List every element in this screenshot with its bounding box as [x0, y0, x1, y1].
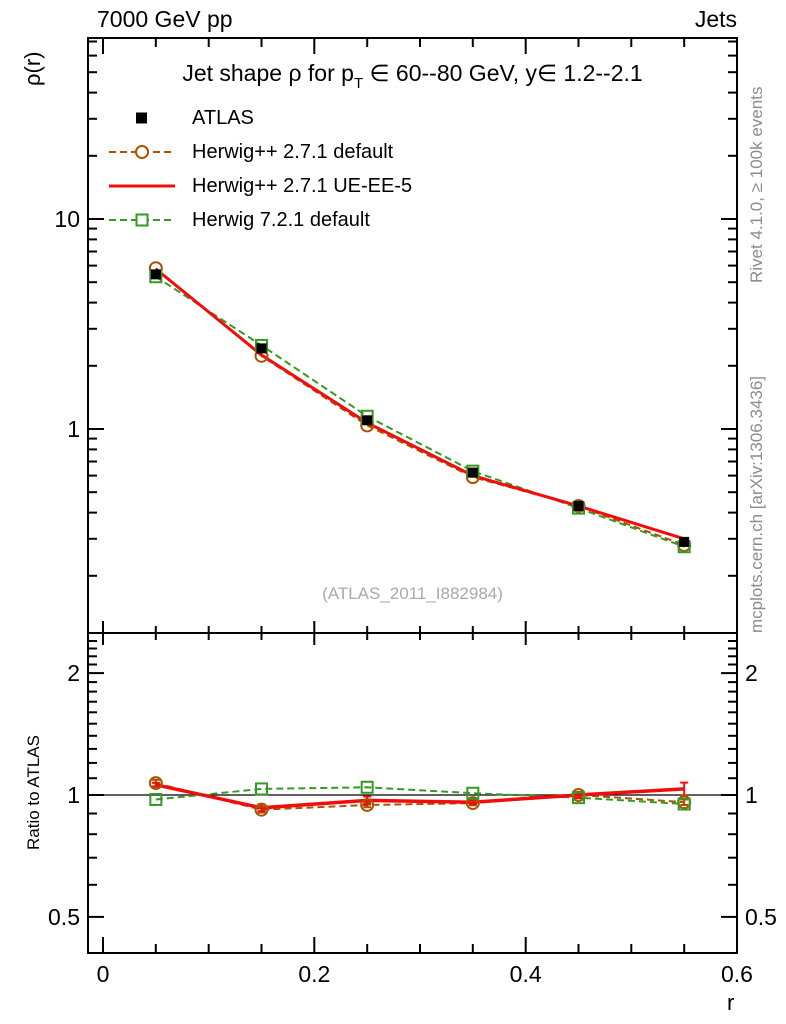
- legend-item-herwigpp-default: [106, 135, 412, 169]
- legend-label: ATLAS: [192, 106, 254, 129]
- svg-text:0.2: 0.2: [298, 961, 331, 987]
- y-axis-title-ratio: Ratio to ATLAS: [24, 735, 43, 850]
- svg-text:0: 0: [96, 961, 110, 987]
- legend-label: Herwig 7.2.1 default: [192, 208, 370, 231]
- x-axis-title: r: [727, 990, 735, 1015]
- legend-label: Herwig++ 2.7.1 UE-EE-5: [192, 174, 413, 197]
- rivet-version-note: Rivet 4.1.0, ≥ 100k events: [747, 86, 766, 283]
- y-axis-title-top: ρ(r): [20, 51, 45, 86]
- svg-text:1: 1: [67, 782, 80, 808]
- svg-text:0.4: 0.4: [509, 961, 542, 987]
- svg-text:1: 1: [745, 782, 758, 808]
- svg-text:10: 10: [54, 206, 80, 232]
- top-panel-series: [150, 262, 690, 552]
- legend-label: Herwig++ 2.7.1 default: [192, 140, 394, 163]
- plot-title-post: ∈ 60--80 GeV, y∈ 1.2--2.1: [363, 60, 643, 86]
- svg-text:0.5: 0.5: [48, 903, 80, 930]
- atlas-marker-icon: [106, 108, 178, 128]
- solid-line-marker-icon: [106, 176, 178, 196]
- dashed-square-marker-icon: [106, 210, 178, 230]
- svg-text:0.6: 0.6: [721, 961, 753, 987]
- svg-text:1: 1: [67, 416, 80, 442]
- legend-item-herwigpp-ueee5: [106, 169, 412, 203]
- analysis-id-watermark: (ATLAS_2011_I882984): [322, 584, 503, 603]
- plot-title-subscript: T: [353, 75, 364, 92]
- legend-item-herwig7-default: [106, 203, 412, 237]
- plot-title-pre: Jet shape ρ for p: [182, 60, 354, 86]
- beam-energy-label: 7000 GeV pp: [97, 6, 233, 32]
- svg-text:2: 2: [67, 660, 80, 687]
- svg-text:0.5: 0.5: [745, 903, 777, 930]
- plot-title: [88, 60, 737, 92]
- legend-item-atlas: [106, 101, 412, 135]
- svg-text:2: 2: [745, 660, 758, 687]
- ratio-panel-series: [150, 777, 690, 816]
- analysis-group-label: Jets: [694, 6, 737, 32]
- legend: [106, 101, 412, 237]
- dashed-circle-marker-icon: [106, 142, 178, 162]
- mcplots-reference-note: mcplots.cern.ch [arXiv:1306.3436]: [747, 375, 766, 633]
